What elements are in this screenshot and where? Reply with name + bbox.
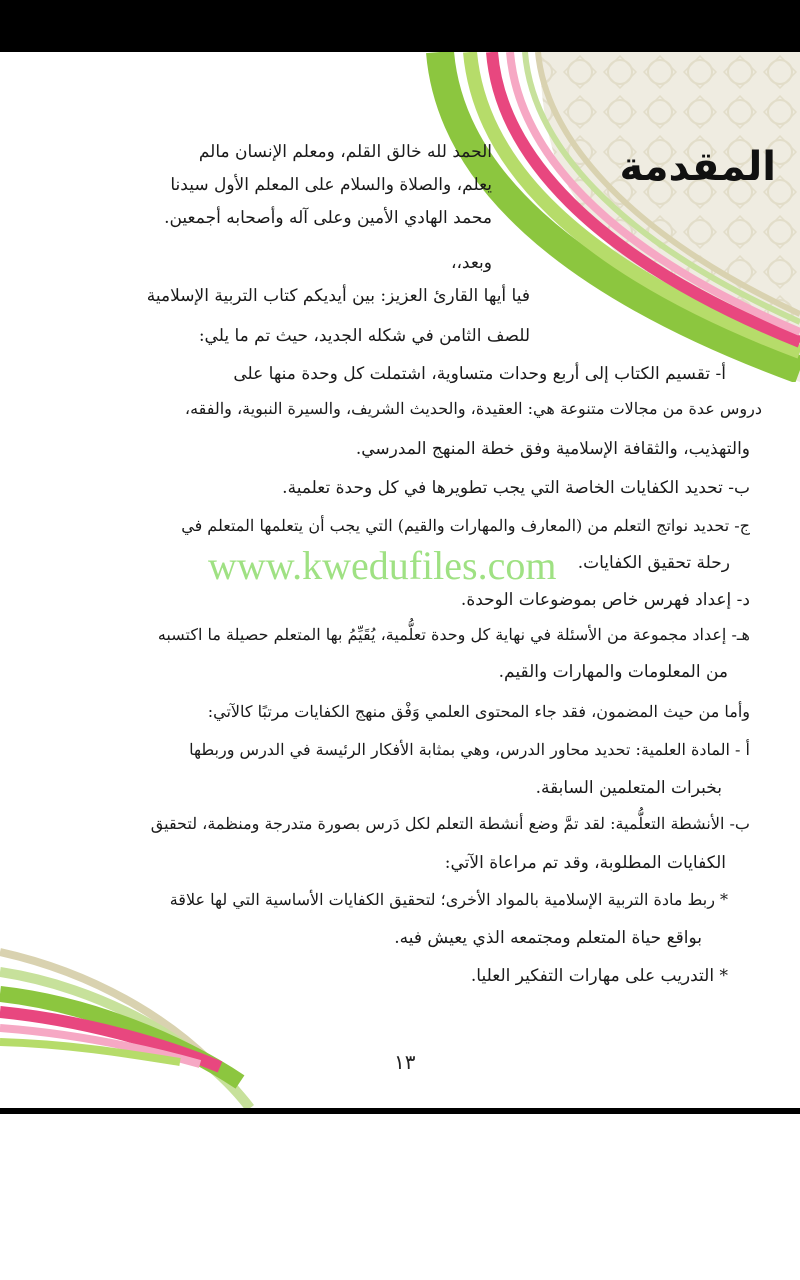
paragraph-line-5: فيا أيها القارئ العزيز: بين أيديكم كتاب التربية الإسلامية — [146, 286, 530, 306]
paragraph-line-10: ب- تحديد الكفايات الخاصة التي يجب تطويرها في كل وحدة تعلمية. — [282, 478, 750, 498]
paragraph-line-15: من المعلومات والمهارات والقيم. — [498, 662, 728, 682]
top-black-bar — [0, 0, 800, 52]
paragraph-line-20: الكفايات المطلوبة، وقد تم مراعاة الآتي: — [444, 853, 726, 873]
paragraph-line-17: أ - المادة العلمية: تحديد محاور الدرس، وهي بمثابة الأفكار الرئيسة في الدرس وربطها — [189, 740, 750, 759]
paragraph-line-13: د- إعداد فهرس خاص بموضوعات الوحدة. — [460, 590, 750, 610]
page-number: ١٣ — [394, 1050, 416, 1074]
paragraph-line-2: يعلم، والصلاة والسلام على المعلم الأول سيدنا — [170, 175, 492, 195]
blank-area — [0, 1114, 800, 1280]
paragraph-line-22: بواقع حياة المتعلم ومجتمعه الذي يعيش فيه. — [394, 928, 702, 948]
paragraph-line-19: ب- الأنشطة التعلُّمية: لقد تمَّ وضع أنشطة التعلم لكل دَرس بصورة متدرجة ومنظمة، لتحقيق — [150, 814, 750, 833]
paragraph-line-1: الحمد لله خالق القلم، ومعلم الإنسان مالم — [198, 142, 492, 162]
paragraph-line-14: هـ- إعداد مجموعة من الأسئلة في نهاية كل وحدة تعلُّمية، يُقَيِّمُ بها المتعلم حصيلة ما اكتسبه — [157, 625, 750, 644]
page-title: المقدمة — [619, 144, 776, 190]
paragraph-line-16: وأما من حيث المضمون، فقد جاء المحتوى العلمي وَفْق منهج الكفايات مرتبًا كالآتي: — [207, 702, 750, 721]
paragraph-line-3: محمد الهادي الأمين وعلى آله وأصحابه أجمعين. — [164, 208, 492, 228]
paragraph-line-6: للصف الثامن في شكله الجديد، حيث تم ما يلي: — [198, 326, 530, 346]
paragraph-line-9: والتهذيب، والثقافة الإسلامية وفق خطة المنهج المدرسي. — [355, 439, 750, 459]
watermark-text: www.kwedufiles.com — [208, 543, 557, 588]
paragraph-line-4: وبعد،، — [450, 253, 492, 273]
paragraph-line-18: بخبرات المتعلمين السابقة. — [535, 778, 722, 798]
paragraph-line-11: ج- تحديد نواتج التعلم من (المعارف والمهارات والقيم) التي يجب أن يتعلمها المتعلم في — [181, 516, 750, 535]
paragraph-line-8: دروس عدة من مجالات متنوعة هي: العقيدة، والحديث الشريف، والسيرة النبوية، والفقه، — [184, 399, 762, 418]
ribbon-decoration-bottom — [0, 932, 300, 1108]
paragraph-line-7: أ- تقسيم الكتاب إلى أربع وحدات متساوية، اشتملت كل وحدة منها على — [233, 364, 726, 384]
paragraph-line-12: رحلة تحقيق الكفايات. — [577, 553, 730, 573]
document-page — [0, 52, 800, 1108]
paragraph-line-23: * التدريب على مهارات التفكير العليا. — [470, 966, 728, 986]
paragraph-line-21: * ربط مادة التربية الإسلامية بالمواد الأخرى؛ لتحقيق الكفايات الأساسية التي لها علاقة — [169, 890, 728, 909]
